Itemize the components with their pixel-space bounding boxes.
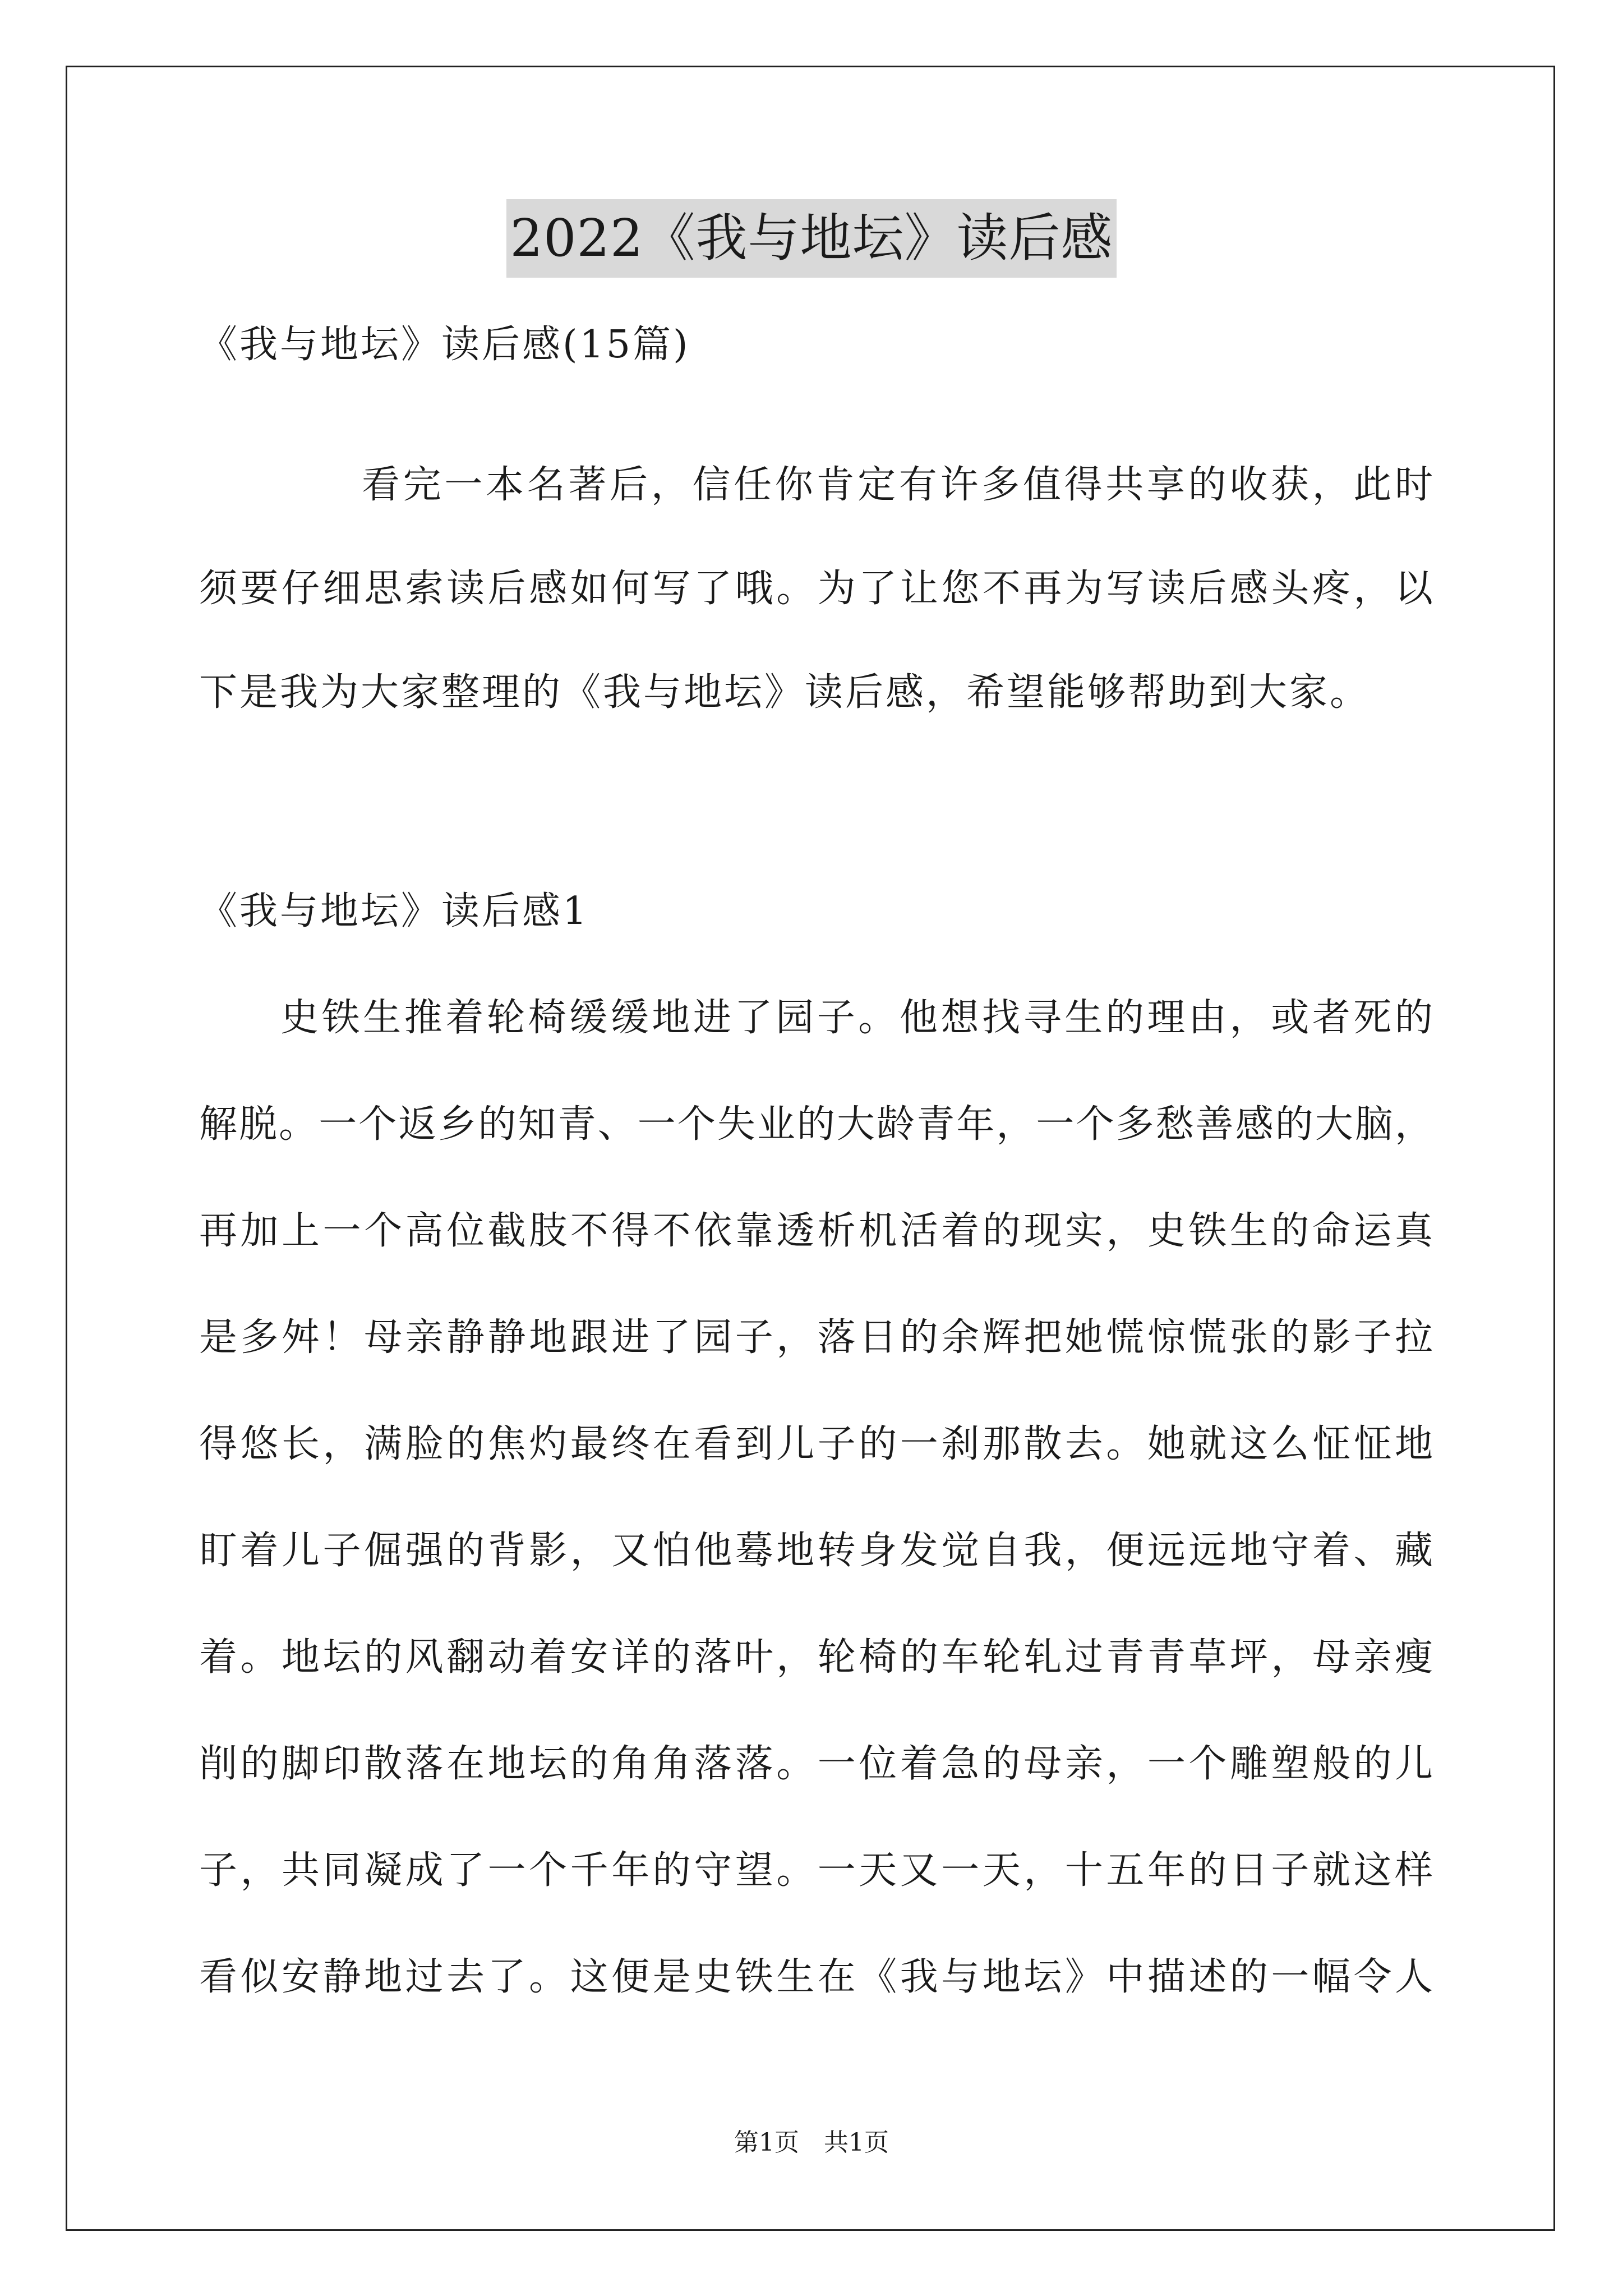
body-line-5: 得悠长，满脸的焦灼最终在看到儿子的一刹那散去。她就这么怔怔地 xyxy=(199,1422,1433,1466)
body-line-3: 再加上一个高位截肢不得不依靠透析机活着的现实，史铁生的命运真 xyxy=(199,1209,1433,1253)
body-line-8: 削的脚印散落在地坛的角角落落。一位着急的母亲，一个雕塑般的儿 xyxy=(199,1742,1433,1786)
document-subtitle: 《我与地坛》读后感(15篇) xyxy=(199,323,690,367)
intro-line-1: 看完一本名著后，信任你肯定有许多值得共享的收获，此时 xyxy=(362,463,1433,507)
body-line-2: 解脱。一个返乡的知青、一个失业的大龄青年，一个多愁善感的大脑， xyxy=(199,1102,1433,1147)
body-line-9: 子，共同凝成了一个千年的守望。一天又一天，十五年的日子就这样 xyxy=(199,1848,1433,1893)
body-line-6: 盯着儿子倔强的背影，又怕他蓦地转身发觉自我，便远远地守着、藏 xyxy=(199,1529,1433,1573)
title-container xyxy=(0,199,1623,278)
body-line-1: 史铁生推着轮椅缓缓地进了园子。他想找寻生的理由，或者死的 xyxy=(280,996,1433,1040)
section1-heading: 《我与地坛》读后感1 xyxy=(199,889,589,933)
intro-line-3: 下是我为大家整理的《我与地坛》读后感，希望能够帮助到大家。 xyxy=(199,670,1371,715)
intro-line-2: 须要仔细思索读后感如何写了哦。为了让您不再为写读后感头疼，以 xyxy=(199,567,1433,611)
page-footer: 第1页 共1页 xyxy=(734,2128,889,2157)
body-line-4: 是多舛！母亲静静地跟进了园子，落日的余辉把她慌惊慌张的影子拉 xyxy=(199,1315,1433,1360)
body-line-10: 看似安静地过去了。这便是史铁生在《我与地坛》中描述的一幅令人 xyxy=(199,1955,1433,1999)
body-line-7: 着。地坛的风翻动着安详的落叶，轮椅的车轮轧过青青草坪，母亲瘦 xyxy=(199,1635,1433,1680)
document-title: 2022《我与地坛》读后感 xyxy=(506,199,1116,278)
